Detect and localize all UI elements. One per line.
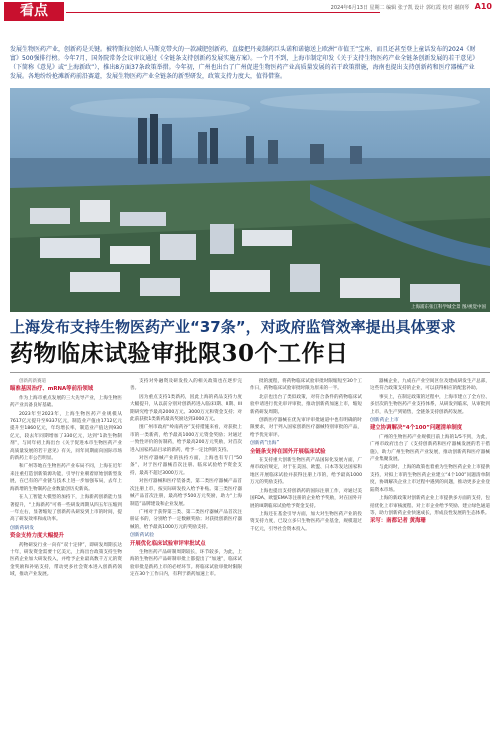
- section-label-3: 创新药试验: [130, 533, 154, 539]
- title-divider: [10, 372, 490, 373]
- paragraph: 上海也提出支持创新药的国际注册工作，对通过美国FDA、欧盟EMA等注册的企业给予奖励，对在国外开展的III期临床试验给予资金支持。: [250, 488, 362, 509]
- column-2: [130, 378, 242, 580]
- paragraph: 广州对于获得第三类、第二类医疗器械产品首次注册证书的，分别给予一定数额奖励；对获批创新医疗器械的，给予最高1000万元的奖励支持。: [130, 509, 242, 530]
- paragraph: 2023年至2023年，上海生物医药产业规模从7617亿元提升至9337亿元，制造业产值由1712亿元提升至1860亿元，年均增长率，制造业产值达到930亿元，较去年同期增加了330亿元，达到“1款生物制剂”，与同年初上海出台《关于促进本市生物医药产业高质量发展的若干意见》有关，同年同期面向国际市场的新药上市公告明显。: [10, 411, 122, 462]
- paragraph: 药物研发行业一向有“双十定律”，即研发周期长达十年，研发资金需要十亿美元，上海出台政策支持生物医药企业加大研发投入，并给予企业最高数千万元的资金奖励和补贴支持，带动更多社会资本进入创新药领域，推动产业发展。: [10, 542, 122, 578]
- kicker: 创新药新赛道: [19, 379, 46, 384]
- paragraph: 器械企业，九成在产业空间区位及建成研发生产总部，这些符合政策支持的企业，可以获得相应的配套补助。: [370, 379, 490, 392]
- byline: 采写：南都记者 黄海珊: [370, 518, 426, 525]
- paragraph: 事实上，在制定政策的过程中，上海市建立了全方位、多层次的生物医药产业支持体系，从研发到临床，从审批到上市，从生产到销售，全链条支持创新药发展。: [370, 394, 490, 415]
- paragraph: 在人工智能大模型的加持下，上海新药创新能力显著提升，“上海新药”可将一些研发周期从四五年压缩到一年左右，显著缩短了创新药从研发到上市的时间，提高了研发效率和成功率。: [10, 495, 122, 523]
- paragraph: 上海的新政策对创新药企业上市提供多方面的支持，包括优化上市审核流程、对上市企业给予奖励、建立绿色通道等，助力创新药企业快速成长，形成良性发展的生态体系。: [370, 496, 490, 516]
- section-head-5: 建立协调解决“4个100”问题清单制度: [370, 425, 463, 432]
- paragraph: 北京也出台了类似政策，对符合条件的药物临床试验申请进行优先审评审批，推动创新药加速上市，缩短新药研发周期。: [250, 394, 362, 415]
- paragraph: 广州的生物医药产业规模目前上海的1/5不到，为此，广州市政府出台了《支持创新药和医疗器械发展的若干措施》，助力广州生物医药产业发展，推动创新药和医疗器械产业集聚发展。: [370, 434, 490, 463]
- paragraph: 围广州市政府“岭南药谷”支持措施来看，对获批上市的一类新药，给予最高1000万元资金奖励；对通过一致性评价的仿制药，给予最高200万元奖励，对首次进入国家药品目录的新药，给予一定比例的支持。: [130, 425, 242, 453]
- section-label-2: 创新药研发: [10, 525, 34, 531]
- section-head-1: 瞄准基因治疗、mRNA等前沿领域: [10, 386, 94, 393]
- paragraph: 生物医药产品研制周期较长，环节较多，为此，上海的生物医药产品研制审批上都提出了“加速”，临床试验审批是新药上市的必经环节。将临床试验审批时限限定在30个工作日内，有利于新药加速上市。: [130, 549, 242, 578]
- date-line: 2024年6月13日 星期二 编辑 张子凯 设计 郭红霞 校对 谢润琴: [330, 5, 470, 11]
- page-number: A10: [474, 2, 492, 11]
- section-head-3: 开展优化临床试验审评审批试点: [130, 540, 206, 547]
- photo-credit: 上海浦东张江科学城全景 图/视觉中国: [411, 305, 486, 310]
- paragraph: 在支持重大创新生物医药产品国际化发展方面，广州市政府规定，对于在美国、欧盟、日本等发达国家和地区开展临床试验并获得注册上市的，给予最高1000万元的奖励支持。: [250, 458, 362, 486]
- paragraph: 与此同时，上海的政策也着重为生物医药企业上市提供支持，对拟上市的生物医药企业建立“4个100”问题清单制度，协调解决企业上市过程中遇到的问题，推动更多企业登陆资本市场。: [370, 465, 490, 493]
- paragraph: 支持对外融资及研发投入的相关政策也在逐步完善。: [130, 379, 242, 392]
- section-label-4: 创新药“出海”: [250, 441, 279, 447]
- column-1: [10, 378, 122, 580]
- section-head-2: 资金支持力度大幅提升: [10, 533, 64, 540]
- paragraph: 因为重点支持1类新药，因此上海的药品支持力度大幅提升，从以前分别对创新药进入临床I期、II期、III期研究给予最高2000万元、3000万元和资金支持；对此前获批1类新药最高奖励达到3000万元。: [130, 394, 242, 423]
- skyline-illustration: [10, 88, 490, 312]
- cityscape-photo: [10, 88, 490, 312]
- paragraph: 上海还在基金引导方面，加大对生物医药产业的投资支持力度，已设立多只生物医药产业基金，规模超过千亿元，引导社会资本投入。: [250, 511, 362, 532]
- column-4: [370, 378, 490, 527]
- header-meta: [331, 2, 492, 11]
- header-rule: [66, 12, 380, 13]
- section-label-5: 创新药企上市: [370, 418, 399, 424]
- column-3: [250, 378, 362, 534]
- paragraph: 作为上海市重点发展的三大先导产业，上海生物医药产业具备良好基础。: [10, 395, 122, 409]
- paragraph: 对医疗器械产业的扶持方面，上海也有专门“50条”，对于医疗器械首次注册、临床试验给予资金支持，最高不超过3000万元。: [130, 456, 242, 476]
- section-tag: 看点: [4, 2, 64, 21]
- paragraph: 和广州等地在生物医药产业布局不同，上海在近年来注重打造创新策源功能，引导行业朝着原始创新型发展，在已有的产业链与技术上进一步加强布局，去年上海新增的生物制药企业数量创历史新高。: [10, 464, 122, 492]
- section-head-4: 全链条支持在国外开展临床试验: [250, 448, 326, 455]
- paragraph: 创新医疗器械在优先审评审批通道中也有明确的时限要求，对于列入国家创新医疗器械特别审批的产品，给予优先审评。: [250, 418, 362, 438]
- page-header: [0, 0, 500, 22]
- article-title: 药物临床试验审批限30个工作日: [10, 340, 349, 367]
- lead-paragraph: 发展生物医药产业，创新药是关键。被特斯拉创始人马斯克带火的一款减肥创新药，直接把丹麦制药巨头诺和诺德送上欧洲“市值王”宝座，而且还甚至登上童话发布的2024《财富》500强排行榜。今年7月，国务院常务会议审议通过《全链条支持创新药发展实施方案》。一个月不到，上海市制定印发《关于支持生物医药产业全链条创新发展的若干意见》（下简称《意见》或“上海新政”），推出8方面37条政策举措。今年初，广州也出台了广州促进生物医药产业高质量发展的若干政策措施，海南也提出支持创新药和医疗器械产业发展。各地纷纷抢滩新药前沿赛道，发展生物医药产业全链条的新型研发，政策支持力度大，值得借鉴。: [10, 46, 479, 80]
- paragraph: 对医疗器械和医疗装备类，第二类医疗器械产品首次注册上市，按实际研发投入给予补贴。第三类医疗器械产品首次注册，最高给予500万元奖励，助力“上海制造”品牌建设和企业发展。: [130, 479, 242, 507]
- paragraph: 批的流程，将药物临床试验审批时限缩短至30个工作日，药物临床试验审批时限为原来的一半。: [250, 379, 362, 392]
- article-subtitle: 上海发布支持生物医药产业“37条”，对政府监管效率提出具体要求: [10, 318, 456, 336]
